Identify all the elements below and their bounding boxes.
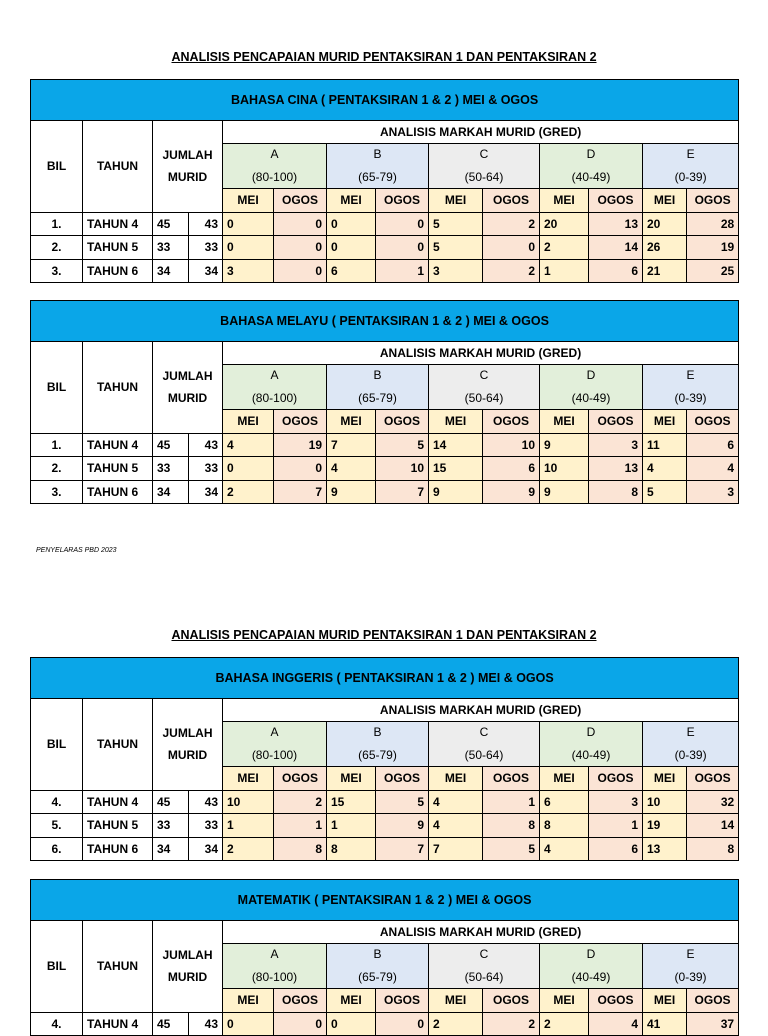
- grade-d: [540, 944, 643, 989]
- grade-letter: E: [686, 725, 695, 739]
- cell-ogos: 1: [483, 790, 540, 814]
- cell-mei: 5: [643, 480, 687, 504]
- cell-ogos: 10: [376, 457, 429, 481]
- header-bil: BIL: [31, 699, 83, 791]
- header-tahun: TAHUN: [83, 121, 153, 213]
- grade-range: (0-39): [674, 391, 707, 405]
- header-mei: MEI: [429, 410, 483, 434]
- table-title: BAHASA CINA ( PENTAKSIRAN 1 & 2 ) MEI & OGOS: [31, 80, 739, 121]
- table-row: [31, 259, 739, 283]
- cell-mei: 4: [327, 457, 376, 481]
- cell-mei: 11: [643, 433, 687, 457]
- row-bil: 2.: [31, 236, 83, 260]
- header-jumlah-murid: [153, 921, 223, 1013]
- header-ogos: OGOS: [376, 989, 429, 1013]
- header-jumlah-murid: [153, 342, 223, 434]
- table-bahasa-melayu: [30, 300, 739, 504]
- header-ogos: OGOS: [687, 410, 739, 434]
- cell-mei: 7: [429, 837, 483, 861]
- cell-ogos: 8: [589, 480, 643, 504]
- cell-ogos: 13: [589, 212, 643, 236]
- cell-mei: 0: [327, 236, 376, 260]
- header-mei: MEI: [643, 989, 687, 1013]
- cell-ogos: 0: [483, 236, 540, 260]
- cell-mei: 19: [643, 814, 687, 838]
- cell-mei: 2: [540, 1012, 589, 1036]
- header-mei: MEI: [223, 189, 274, 213]
- header-ogos: OGOS: [589, 767, 643, 791]
- header-analisis: ANALISIS MARKAH MURID (GRED): [223, 921, 739, 944]
- cell-mei: 4: [223, 433, 274, 457]
- header-bil: BIL: [31, 121, 83, 213]
- grade-range: (40-49): [571, 748, 611, 762]
- cell-ogos: 2: [483, 1012, 540, 1036]
- cell-mei: 6: [540, 790, 589, 814]
- cell-mei: 4: [429, 790, 483, 814]
- header-jumlah: JUMLAH: [162, 369, 213, 384]
- grade-letter: B: [373, 147, 382, 161]
- table-row: [31, 212, 739, 236]
- row-tahun: TAHUN 4: [83, 212, 153, 236]
- table-row: [31, 837, 739, 861]
- grade-e: [643, 722, 739, 767]
- cell-ogos: 8: [274, 837, 327, 861]
- grade-c: [429, 944, 540, 989]
- cell-mei: 4: [643, 457, 687, 481]
- row-bil: 5.: [31, 814, 83, 838]
- header-mei: MEI: [223, 989, 274, 1013]
- header-analisis: ANALISIS MARKAH MURID (GRED): [223, 699, 739, 722]
- header-ogos: OGOS: [483, 189, 540, 213]
- cell-ogos: 19: [687, 236, 739, 260]
- cell-ogos: 0: [376, 236, 429, 260]
- header-mei: MEI: [327, 410, 376, 434]
- header-ogos: OGOS: [483, 767, 540, 791]
- grade-d: [540, 365, 643, 410]
- row-murid-mei: 34: [153, 837, 189, 861]
- cell-mei: 10: [643, 790, 687, 814]
- cell-ogos: 9: [483, 480, 540, 504]
- table-bahasa-inggeris: [30, 657, 739, 861]
- grade-b: [327, 722, 429, 767]
- row-murid-ogos: 43: [189, 790, 223, 814]
- cell-mei: 4: [429, 814, 483, 838]
- cell-mei: 3: [223, 259, 274, 283]
- grade-range: (40-49): [571, 170, 611, 184]
- cell-mei: 15: [429, 457, 483, 481]
- header-mei: MEI: [429, 767, 483, 791]
- cell-ogos: 25: [687, 259, 739, 283]
- grade-range: (65-79): [358, 170, 397, 184]
- table-row: [31, 790, 739, 814]
- cell-mei: 4: [540, 837, 589, 861]
- header-murid: MURID: [167, 970, 208, 985]
- cell-ogos: 3: [589, 433, 643, 457]
- cell-ogos: 9: [376, 814, 429, 838]
- grade-c: [429, 722, 540, 767]
- cell-ogos: 14: [687, 814, 739, 838]
- cell-mei: 9: [429, 480, 483, 504]
- grade-range: (40-49): [571, 391, 611, 405]
- grade-range: (50-64): [464, 170, 504, 184]
- grade-range: (65-79): [358, 391, 397, 405]
- cell-mei: 1: [540, 259, 589, 283]
- header-tahun: TAHUN: [83, 342, 153, 434]
- grade-letter: B: [373, 947, 382, 961]
- grade-e: [643, 365, 739, 410]
- header-ogos: OGOS: [274, 767, 327, 791]
- header-ogos: OGOS: [376, 410, 429, 434]
- cell-ogos: 6: [589, 259, 643, 283]
- footer-note: PENYELARAS PBD 2023: [36, 547, 117, 554]
- cell-mei: 26: [643, 236, 687, 260]
- header-mei: MEI: [223, 410, 274, 434]
- cell-ogos: 7: [274, 480, 327, 504]
- cell-mei: 2: [540, 236, 589, 260]
- row-murid-mei: 33: [153, 457, 189, 481]
- cell-ogos: 37: [687, 1012, 739, 1036]
- header-mei: MEI: [429, 989, 483, 1013]
- cell-ogos: 6: [589, 837, 643, 861]
- cell-mei: 0: [223, 212, 274, 236]
- grade-letter: D: [586, 147, 596, 161]
- header-ogos: OGOS: [687, 767, 739, 791]
- row-murid-ogos: 43: [189, 1012, 223, 1036]
- grade-letter: C: [479, 368, 489, 382]
- row-tahun: TAHUN 5: [83, 814, 153, 838]
- row-murid-mei: 45: [153, 433, 189, 457]
- row-bil: 6.: [31, 837, 83, 861]
- cell-mei: 20: [643, 212, 687, 236]
- page-heading-2: ANALISIS PENCAPAIAN MURID PENTAKSIRAN 1 DAN PENTAKSIRAN 2: [171, 628, 597, 642]
- row-bil: 4.: [31, 790, 83, 814]
- grade-range: (0-39): [674, 170, 707, 184]
- row-murid-ogos: 33: [189, 457, 223, 481]
- grade-range: (65-79): [358, 970, 397, 984]
- header-ogos: OGOS: [483, 989, 540, 1013]
- row-murid-mei: 34: [153, 259, 189, 283]
- grade-range: (40-49): [571, 970, 611, 984]
- grade-a: [223, 144, 327, 189]
- table-row: [31, 814, 739, 838]
- header-ogos: OGOS: [589, 410, 643, 434]
- grade-letter: A: [270, 147, 279, 161]
- grade-letter: B: [373, 725, 382, 739]
- row-bil: 1.: [31, 212, 83, 236]
- grade-a: [223, 944, 327, 989]
- header-mei: MEI: [643, 767, 687, 791]
- cell-mei: 1: [327, 814, 376, 838]
- header-mei: MEI: [327, 189, 376, 213]
- header-ogos: OGOS: [376, 767, 429, 791]
- header-analisis: ANALISIS MARKAH MURID (GRED): [223, 342, 739, 365]
- grade-e: [643, 944, 739, 989]
- grade-letter: A: [270, 725, 279, 739]
- grade-letter: C: [479, 725, 489, 739]
- header-mei: MEI: [429, 189, 483, 213]
- table-bahasa-cina: [30, 79, 739, 283]
- row-bil: 4.: [31, 1012, 83, 1036]
- cell-mei: 6: [327, 259, 376, 283]
- header-murid: MURID: [167, 391, 208, 406]
- header-murid: MURID: [167, 170, 208, 185]
- grade-letter: A: [270, 947, 279, 961]
- cell-mei: 15: [327, 790, 376, 814]
- row-tahun: TAHUN 6: [83, 259, 153, 283]
- row-murid-mei: 45: [153, 790, 189, 814]
- cell-mei: 1: [223, 814, 274, 838]
- cell-mei: 9: [327, 480, 376, 504]
- header-mei: MEI: [327, 767, 376, 791]
- cell-ogos: 2: [483, 259, 540, 283]
- cell-mei: 0: [327, 212, 376, 236]
- cell-ogos: 1: [274, 814, 327, 838]
- cell-ogos: 1: [376, 259, 429, 283]
- cell-ogos: 2: [274, 790, 327, 814]
- cell-ogos: 10: [483, 433, 540, 457]
- header-analisis: ANALISIS MARKAH MURID (GRED): [223, 121, 739, 144]
- header-jumlah-murid: [153, 699, 223, 791]
- row-murid-ogos: 34: [189, 259, 223, 283]
- header-mei: MEI: [540, 410, 589, 434]
- row-tahun: TAHUN 4: [83, 790, 153, 814]
- cell-ogos: 19: [274, 433, 327, 457]
- cell-ogos: 0: [274, 212, 327, 236]
- cell-ogos: 6: [687, 433, 739, 457]
- grade-a: [223, 722, 327, 767]
- cell-ogos: 5: [376, 433, 429, 457]
- header-ogos: OGOS: [274, 989, 327, 1013]
- grade-range: (80-100): [251, 970, 298, 984]
- grade-letter: C: [479, 947, 489, 961]
- grade-range: (0-39): [674, 748, 707, 762]
- cell-ogos: 6: [483, 457, 540, 481]
- grade-letter: A: [270, 368, 279, 382]
- row-murid-ogos: 33: [189, 236, 223, 260]
- row-tahun: TAHUN 6: [83, 480, 153, 504]
- row-tahun: TAHUN 5: [83, 236, 153, 260]
- header-murid: MURID: [167, 748, 208, 763]
- table-title: BAHASA INGGERIS ( PENTAKSIRAN 1 & 2 ) MEI & OGOS: [31, 658, 739, 699]
- cell-mei: 10: [223, 790, 274, 814]
- cell-ogos: 4: [589, 1012, 643, 1036]
- header-ogos: OGOS: [589, 989, 643, 1013]
- cell-mei: 2: [429, 1012, 483, 1036]
- row-bil: 3.: [31, 259, 83, 283]
- grade-a: [223, 365, 327, 410]
- row-murid-ogos: 33: [189, 814, 223, 838]
- grade-letter: B: [373, 368, 382, 382]
- row-bil: 2.: [31, 457, 83, 481]
- row-murid-ogos: 43: [189, 212, 223, 236]
- grade-letter: D: [586, 368, 596, 382]
- cell-mei: 5: [429, 212, 483, 236]
- cell-mei: 14: [429, 433, 483, 457]
- header-ogos: OGOS: [274, 410, 327, 434]
- grade-b: [327, 144, 429, 189]
- grade-range: (50-64): [464, 748, 504, 762]
- header-bil: BIL: [31, 921, 83, 1013]
- header-mei: MEI: [643, 410, 687, 434]
- header-mei: MEI: [223, 767, 274, 791]
- cell-ogos: 5: [483, 837, 540, 861]
- cell-ogos: 32: [687, 790, 739, 814]
- header-jumlah-murid: [153, 121, 223, 213]
- grade-range: (0-39): [674, 970, 707, 984]
- table-title: MATEMATIK ( PENTAKSIRAN 1 & 2 ) MEI & OGOS: [31, 880, 739, 921]
- grade-b: [327, 365, 429, 410]
- cell-mei: 0: [223, 1012, 274, 1036]
- grade-range: (80-100): [251, 748, 298, 762]
- table-title: BAHASA MELAYU ( PENTAKSIRAN 1 & 2 ) MEI & OGOS: [31, 301, 739, 342]
- grade-letter: E: [686, 147, 695, 161]
- table-row: [31, 457, 739, 481]
- grade-e: [643, 144, 739, 189]
- cell-ogos: 8: [483, 814, 540, 838]
- header-jumlah: JUMLAH: [162, 148, 213, 163]
- cell-ogos: 8: [687, 837, 739, 861]
- cell-ogos: 4: [687, 457, 739, 481]
- header-mei: MEI: [327, 989, 376, 1013]
- header-tahun: TAHUN: [83, 921, 153, 1013]
- cell-mei: 13: [643, 837, 687, 861]
- header-mei: MEI: [540, 767, 589, 791]
- cell-mei: 2: [223, 480, 274, 504]
- table-row: [31, 480, 739, 504]
- cell-ogos: 1: [589, 814, 643, 838]
- grade-letter: E: [686, 368, 695, 382]
- grade-range: (65-79): [358, 748, 397, 762]
- cell-ogos: 0: [274, 457, 327, 481]
- row-tahun: TAHUN 5: [83, 457, 153, 481]
- cell-mei: 10: [540, 457, 589, 481]
- cell-ogos: 0: [274, 236, 327, 260]
- cell-ogos: 3: [687, 480, 739, 504]
- cell-mei: 7: [327, 433, 376, 457]
- cell-mei: 8: [540, 814, 589, 838]
- header-mei: MEI: [540, 989, 589, 1013]
- cell-ogos: 13: [589, 457, 643, 481]
- grade-letter: D: [586, 725, 596, 739]
- grade-c: [429, 365, 540, 410]
- grade-b: [327, 944, 429, 989]
- cell-mei: 21: [643, 259, 687, 283]
- cell-ogos: 0: [274, 259, 327, 283]
- cell-ogos: 0: [376, 212, 429, 236]
- row-tahun: TAHUN 4: [83, 1012, 153, 1036]
- grade-letter: C: [479, 147, 489, 161]
- row-bil: 3.: [31, 480, 83, 504]
- row-murid-ogos: 43: [189, 433, 223, 457]
- row-murid-mei: 33: [153, 814, 189, 838]
- row-murid-mei: 45: [153, 1012, 189, 1036]
- row-murid-mei: 33: [153, 236, 189, 260]
- cell-ogos: 0: [376, 1012, 429, 1036]
- header-mei: MEI: [643, 189, 687, 213]
- header-ogos: OGOS: [687, 189, 739, 213]
- header-ogos: OGOS: [589, 189, 643, 213]
- cell-ogos: 14: [589, 236, 643, 260]
- cell-mei: 20: [540, 212, 589, 236]
- grade-range: (80-100): [251, 391, 298, 405]
- header-tahun: TAHUN: [83, 699, 153, 791]
- cell-mei: 0: [327, 1012, 376, 1036]
- cell-ogos: 7: [376, 480, 429, 504]
- cell-mei: 8: [327, 837, 376, 861]
- grade-d: [540, 722, 643, 767]
- grade-range: (80-100): [251, 170, 298, 184]
- cell-ogos: 28: [687, 212, 739, 236]
- header-jumlah: JUMLAH: [162, 726, 213, 741]
- cell-mei: 41: [643, 1012, 687, 1036]
- page-heading-1: ANALISIS PENCAPAIAN MURID PENTAKSIRAN 1 DAN PENTAKSIRAN 2: [171, 50, 597, 64]
- grade-letter: D: [586, 947, 596, 961]
- row-tahun: TAHUN 6: [83, 837, 153, 861]
- header-mei: MEI: [540, 189, 589, 213]
- table-matematik: [30, 879, 739, 1036]
- header-jumlah: JUMLAH: [162, 948, 213, 963]
- row-murid-ogos: 34: [189, 837, 223, 861]
- grade-range: (50-64): [464, 391, 504, 405]
- row-murid-mei: 34: [153, 480, 189, 504]
- cell-ogos: 2: [483, 212, 540, 236]
- cell-mei: 9: [540, 480, 589, 504]
- grade-c: [429, 144, 540, 189]
- header-ogos: OGOS: [376, 189, 429, 213]
- row-murid-ogos: 34: [189, 480, 223, 504]
- cell-mei: 2: [223, 837, 274, 861]
- cell-mei: 3: [429, 259, 483, 283]
- cell-mei: 0: [223, 457, 274, 481]
- row-bil: 1.: [31, 433, 83, 457]
- grade-letter: E: [686, 947, 695, 961]
- table-row: [31, 433, 739, 457]
- grade-d: [540, 144, 643, 189]
- cell-ogos: 5: [376, 790, 429, 814]
- row-murid-mei: 45: [153, 212, 189, 236]
- cell-ogos: 0: [274, 1012, 327, 1036]
- cell-mei: 9: [540, 433, 589, 457]
- cell-mei: 0: [223, 236, 274, 260]
- header-ogos: OGOS: [483, 410, 540, 434]
- header-bil: BIL: [31, 342, 83, 434]
- row-tahun: TAHUN 4: [83, 433, 153, 457]
- header-ogos: OGOS: [274, 189, 327, 213]
- header-ogos: OGOS: [687, 989, 739, 1013]
- cell-ogos: 7: [376, 837, 429, 861]
- cell-mei: 5: [429, 236, 483, 260]
- grade-range: (50-64): [464, 970, 504, 984]
- table-row: [31, 236, 739, 260]
- cell-ogos: 3: [589, 790, 643, 814]
